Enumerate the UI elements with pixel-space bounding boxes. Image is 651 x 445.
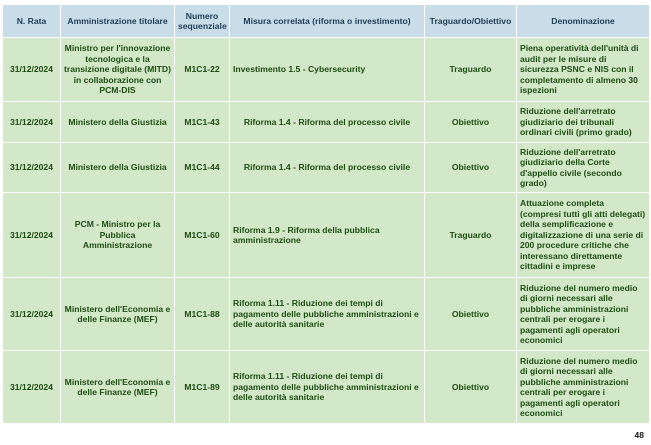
cell-denominazione: Piena operatività dell'unità di audit per le misure di sicurezza PSNC e NIS con il completamento di almeno 30 ispezioni: [517, 38, 650, 102]
header-misura: Misura correlata (riforma o investimento): [230, 5, 425, 38]
cell-rata: 31/12/2024: [3, 38, 61, 102]
cell-rata: 31/12/2024: [3, 351, 61, 424]
table-header-row: [3, 5, 650, 38]
cell-denominazione: Attuazione completa (compresi tutti gli atti delegati) della semplificazione e digitalizzazione di una serie di 200 procedure critiche che interessano direttamente cittadini e imprese: [517, 193, 650, 278]
table-row: [3, 193, 650, 278]
cell-numero: M1C1-43: [175, 102, 230, 143]
cell-misura: Riforma 1.4 - Riforma del processo civile: [230, 102, 425, 143]
cell-denominazione: Riduzione dell'arretrato giudiziario della Corte d'appello civile (secondo grado): [517, 143, 650, 193]
cell-misura: Riforma 1.11 - Riduzione dei tempi di pagamento delle pubbliche amministrazioni e delle autorità sanitarie: [230, 278, 425, 351]
header-numero: Numero sequenziale: [175, 5, 230, 38]
cell-denominazione: Riduzione del numero medio di giorni necessari alle pubbliche amministrazioni centrali per erogare i pagamenti agli operatori economici: [517, 278, 650, 351]
cell-rata: 31/12/2024: [3, 278, 61, 351]
table-row: [3, 278, 650, 351]
cell-amministrazione: Ministro per l'innovazione tecnologica e la transizione digitale (MITD) in collaborazione con PCM-DIS: [61, 38, 175, 102]
table-row: [3, 38, 650, 102]
cell-numero: M1C1-22: [175, 38, 230, 102]
cell-numero: M1C1-88: [175, 278, 230, 351]
cell-numero: M1C1-89: [175, 351, 230, 424]
header-rata: N. Rata: [3, 5, 61, 38]
page-number: 48: [634, 430, 644, 440]
cell-misura: Riforma 1.11 - Riduzione dei tempi di pagamento delle pubbliche amministrazioni e delle autorità sanitarie: [230, 351, 425, 424]
cell-misura: Riforma 1.4 - Riforma del processo civile: [230, 143, 425, 193]
table-row: [3, 351, 650, 424]
cell-denominazione: Riduzione del numero medio di giorni necessari alle pubbliche amministrazioni centrali per erogare i pagamenti agli operatori economici: [517, 351, 650, 424]
cell-tipo: Obiettivo: [425, 278, 517, 351]
cell-numero: M1C1-44: [175, 143, 230, 193]
cell-tipo: Obiettivo: [425, 351, 517, 424]
cell-amministrazione: Ministero dell'Economia e delle Finanze (MEF): [61, 351, 175, 424]
header-amministrazione: Amministrazione titolare: [61, 5, 175, 38]
cell-amministrazione: Ministero della Giustizia: [61, 143, 175, 193]
cell-tipo: Obiettivo: [425, 102, 517, 143]
cell-misura: Investimento 1.5 - Cybersecurity: [230, 38, 425, 102]
cell-rata: 31/12/2024: [3, 102, 61, 143]
cell-amministrazione: PCM - Ministro per la Pubblica Amministrazione: [61, 193, 175, 278]
table-row: [3, 102, 650, 143]
cell-tipo: Traguardo: [425, 38, 517, 102]
cell-amministrazione: Ministero della Giustizia: [61, 102, 175, 143]
cell-denominazione: Riduzione dell'arretrato giudiziario dei tribunali ordinari civili (primo grado): [517, 102, 650, 143]
table-row: [3, 143, 650, 193]
cell-amministrazione: Ministero dell'Economia e delle Finanze (MEF): [61, 278, 175, 351]
cell-tipo: Obiettivo: [425, 143, 517, 193]
header-tipo: Traguardo/Obiettivo: [425, 5, 517, 38]
cell-rata: 31/12/2024: [3, 193, 61, 278]
cell-misura: Riforma 1.9 - Riforma della pubblica amministrazione: [230, 193, 425, 278]
header-denominazione: Denominazione: [517, 5, 650, 38]
cell-numero: M1C1-60: [175, 193, 230, 278]
cell-rata: 31/12/2024: [3, 143, 61, 193]
cell-tipo: Traguardo: [425, 193, 517, 278]
measures-table: [2, 4, 650, 424]
